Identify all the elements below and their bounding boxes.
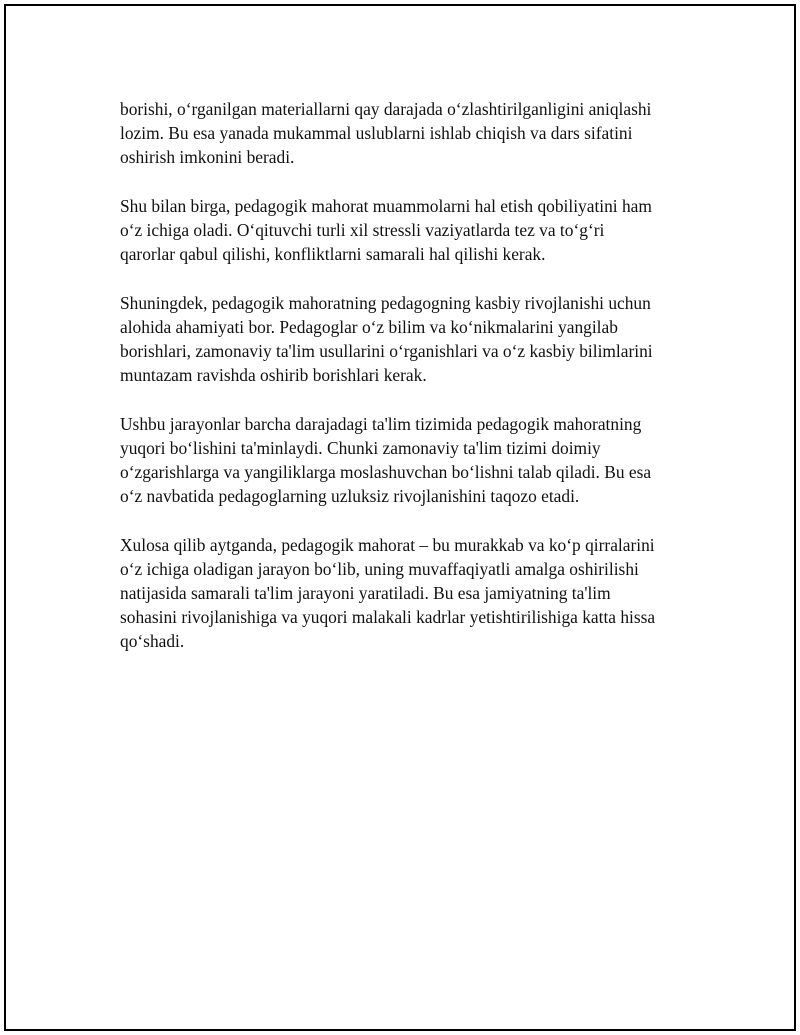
paragraph-line: o‘z ichiga oladigan jarayon bo‘lib, uning muvaffaqiyatli amalga oshirilishi <box>120 558 639 579</box>
paragraph-line: natijasida samarali ta'lim jarayoni yaratiladi. Bu esa jamiyatning ta'lim <box>120 583 611 603</box>
document-body <box>120 97 705 678</box>
paragraph-2 <box>120 194 705 267</box>
paragraph-line: borishi, o‘rganilgan materiallarni qay darajada o‘zlashtirilganligini aniqlashi <box>120 99 652 119</box>
paragraph-line: Ushbu jarayonlar barcha darajadagi ta'lim tizimida pedagogik mahoratning <box>120 413 642 434</box>
paragraph-4 <box>120 412 705 509</box>
paragraph-5 <box>120 533 705 654</box>
paragraph-line: qarorlar qabul qilishi, konfliktlarni samarali hal qilishi kerak. <box>120 244 546 265</box>
paragraph-line: lozim. Bu esa yanada mukammal uslublarni ishlab chiqish va dars sifatini <box>120 123 633 144</box>
paragraph-1 <box>120 97 705 170</box>
paragraph-line: borishlari, zamonaviy ta'lim usullarini o‘rganishlari va o‘z kasbiy bilimlarini <box>120 341 653 361</box>
paragraph-line: Shu bilan birga, pedagogik mahorat muammolarni hal etish qobiliyatini ham <box>120 195 652 216</box>
paragraph-line: muntazam ravishda oshirib borishlari kerak. <box>120 365 427 386</box>
paragraph-line: Shuningdek, pedagogik mahoratning pedagogning kasbiy rivojlanishi uchun <box>120 292 651 313</box>
paragraph-3 <box>120 291 705 388</box>
paragraph-line: o‘z navbatida pedagoglarning uzluksiz rivojlanishini taqozo etadi. <box>120 486 580 507</box>
paragraph-line: sohasini rivojlanishiga va yuqori malakali kadrlar yetishtirilishiga katta hissa <box>120 607 656 628</box>
paragraph-line: yuqori bo‘lishini ta'minlaydi. Chunki zamonaviy ta'lim tizimi doimiy <box>120 437 601 458</box>
paragraph-line: o‘zgarishlarga va yangiliklarga moslashuvchan bo‘lishni talab qiladi. Bu esa <box>120 462 652 482</box>
paragraph-line: alohida ahamiyati bor. Pedagoglar o‘z bilim va ko‘nikmalarini yangilab <box>120 316 618 337</box>
paragraph-line: oshirish imkonini beradi. <box>120 147 295 168</box>
paragraph-line: Xulosa qilib aytganda, pedagogik mahorat – bu murakkab va ko‘p qirralarini <box>120 534 655 555</box>
paragraph-line: o‘z ichiga oladi. O‘qituvchi turli xil stressli vaziyatlarda tez va to‘g‘ri <box>120 220 605 240</box>
paragraph-line: qo‘shadi. <box>120 631 185 652</box>
page-frame <box>4 4 796 1031</box>
